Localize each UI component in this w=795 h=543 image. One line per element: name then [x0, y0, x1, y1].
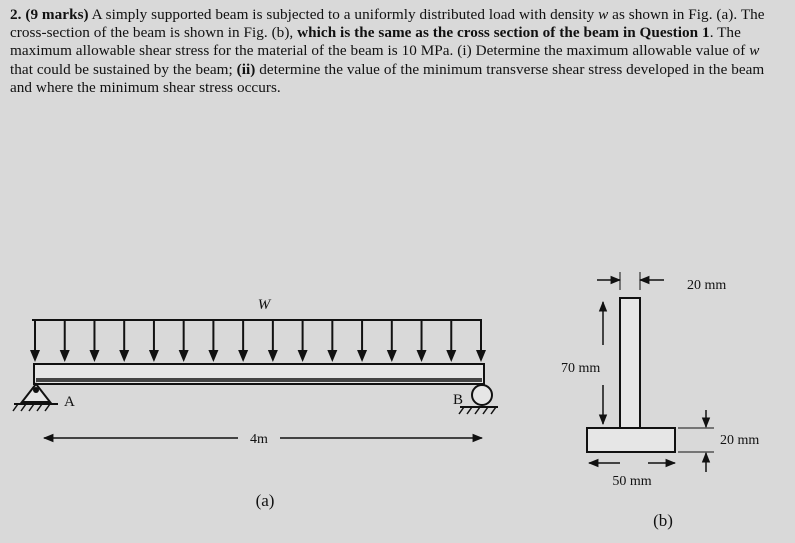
flange-thickness-label: 20 mm [720, 433, 760, 448]
problem-text-4: Determine the maximum allowable value of [471, 42, 750, 60]
load-arrow [357, 320, 367, 362]
support-b-label: B [453, 392, 464, 408]
support-a-pin [13, 384, 58, 411]
figure-b-cross-section [561, 272, 759, 530]
load-arrow [446, 320, 456, 362]
web-height-label: 70 mm [561, 361, 601, 376]
flange-width-label: 50 mm [612, 474, 652, 489]
problem-text-3: . The maximum allowable shear stress for the material of the beam is 10 MPa. [10, 24, 741, 60]
flange [587, 428, 675, 452]
load-label: W [257, 297, 271, 313]
figure-b-caption: (b) [653, 511, 673, 530]
problem-text-6: determine the value of the minimum transverse shear stress developed in the beam and where the minimum shear stress occurs. [10, 60, 765, 96]
load-arrow [387, 320, 397, 362]
load-arrow [89, 320, 99, 362]
problem-text-5: that could be sustained by the beam; [10, 60, 237, 78]
problem-text-1: A simply supported beam is subjected to a uniformly distributed load with density [88, 6, 599, 23]
load-arrow [268, 320, 278, 362]
problem-text-2: as shown in Fig. (a). The cross-section of the beam is shown in Fig. (b), [10, 6, 765, 42]
problem-bold-reference: which is the same as the cross section of the beam in Question 1 [297, 24, 710, 42]
support-b-roller [459, 385, 498, 414]
web [620, 298, 640, 428]
support-a-label: A [64, 394, 75, 410]
problem-number-marks: 2. (9 marks) [10, 6, 89, 23]
load-arrow [119, 320, 129, 362]
load-arrow [60, 320, 70, 362]
load-arrow [149, 320, 159, 362]
figure-a-beam-diagram [13, 297, 498, 510]
part-i-label: (i) [457, 42, 472, 60]
load-arrow [238, 320, 248, 362]
part-ii-label: (ii) [236, 60, 256, 78]
distributed-load-arrows [30, 320, 486, 362]
load-arrow [417, 320, 427, 362]
span-label: 4m [250, 432, 268, 447]
w-symbol-2: w [749, 42, 760, 60]
figure-a-caption: (a) [255, 491, 275, 510]
load-arrow [298, 320, 308, 362]
web-width-label: 20 mm [687, 278, 727, 293]
load-arrow [208, 320, 218, 362]
load-arrow [476, 320, 486, 362]
load-arrow [179, 320, 189, 362]
w-symbol: w [598, 6, 609, 23]
load-arrow [30, 320, 40, 362]
load-arrow [327, 320, 337, 362]
